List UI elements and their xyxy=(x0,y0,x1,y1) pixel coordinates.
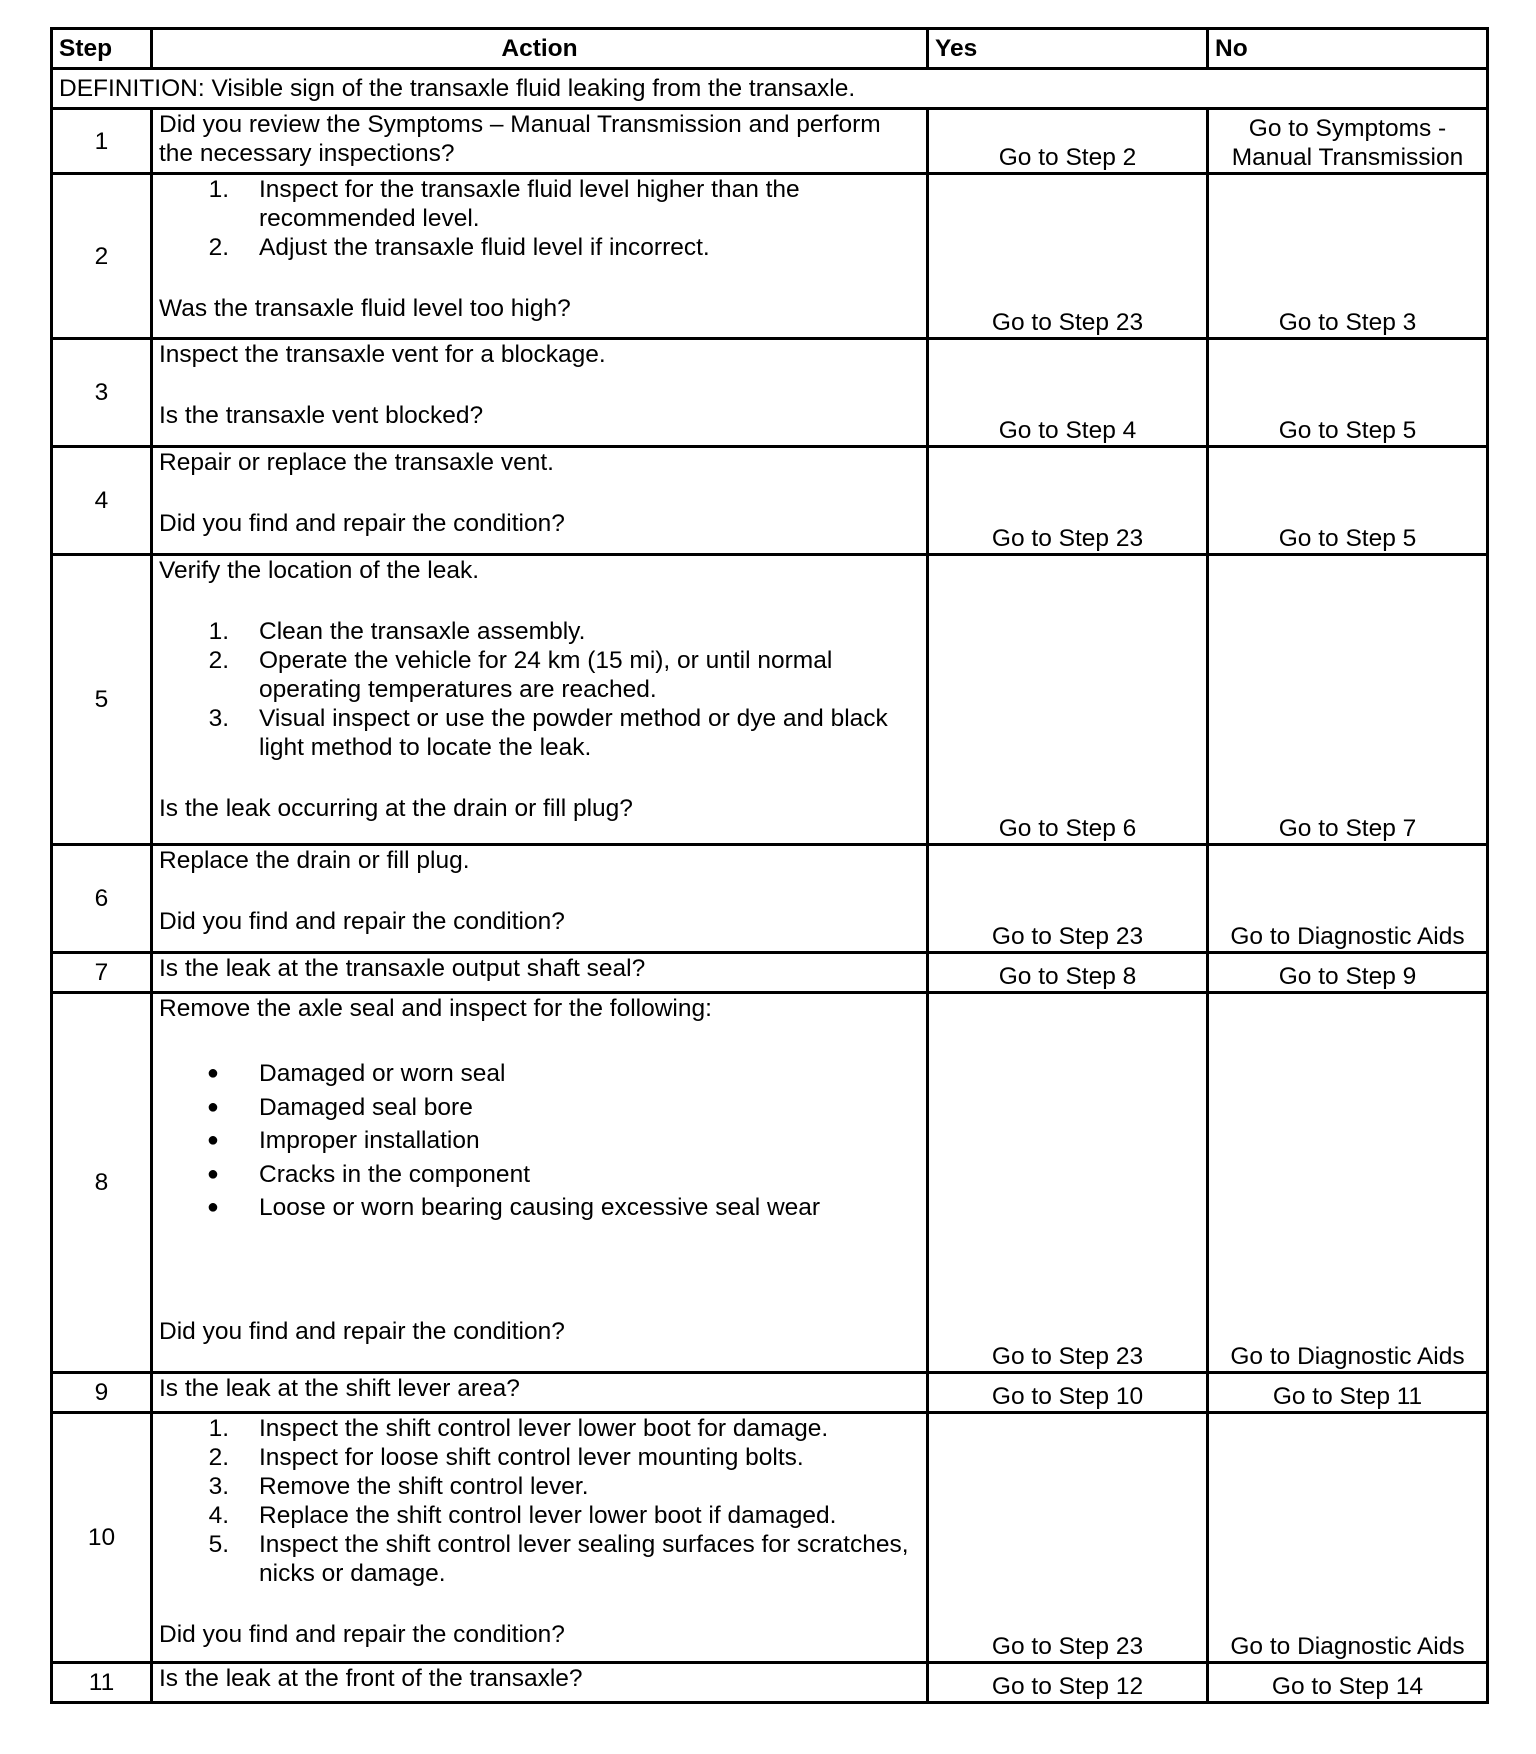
action-text: Remove the axle seal and inspect for the following: xyxy=(159,995,712,1022)
list-item: ● Improper installation xyxy=(206,1127,480,1154)
action-cell xyxy=(152,339,928,447)
no-link[interactable]: Go to Diagnostic Aids xyxy=(1208,993,1488,1373)
table-row xyxy=(52,953,1488,993)
yes-link[interactable]: Go to Step 23 xyxy=(928,447,1208,555)
list-item: 5. Inspect the shift control lever sealing surfaces for scratches, nicks or damage. xyxy=(208,1531,909,1587)
question: Is the leak at the shift lever area? xyxy=(159,1375,520,1402)
list-item: ● Cracks in the component xyxy=(206,1160,530,1188)
header-action: Action xyxy=(152,29,928,69)
action-cell xyxy=(152,174,928,339)
action-cell xyxy=(152,1373,928,1413)
header-row xyxy=(52,29,1488,69)
step-number: 9 xyxy=(52,1373,152,1413)
list-item: 2. Adjust the transaxle fluid level if incorrect. xyxy=(208,234,710,261)
list-item: 1. Inspect for the transaxle fluid level higher than the recommended level. xyxy=(208,176,800,232)
action-cell xyxy=(152,953,928,993)
yes-link[interactable]: Go to Step 4 xyxy=(928,339,1208,447)
question: Did you find and repair the condition? xyxy=(159,1317,565,1345)
step-number: 8 xyxy=(52,993,152,1373)
definition-row xyxy=(52,69,1488,109)
no-link[interactable]: Go to Diagnostic Aids xyxy=(1208,845,1488,953)
yes-link[interactable]: Go to Step 23 xyxy=(928,845,1208,953)
no-link[interactable]: Go to Step 3 xyxy=(1208,174,1488,339)
list-item: 4. Replace the shift control lever lower boot if damaged. xyxy=(208,1502,837,1529)
numbered-list xyxy=(159,617,920,762)
action-text: Repair or replace the transaxle vent. xyxy=(159,449,554,476)
yes-link[interactable]: Go to Step 23 xyxy=(928,1413,1208,1663)
step-number: 1 xyxy=(52,109,152,174)
step-number: 6 xyxy=(52,845,152,953)
table-row xyxy=(52,447,1488,555)
step-number: 10 xyxy=(52,1413,152,1663)
no-link[interactable]: Go to Step 11 xyxy=(1208,1373,1488,1413)
table-row xyxy=(52,339,1488,447)
yes-link[interactable]: Go to Step 8 xyxy=(928,953,1208,993)
yes-link[interactable]: Go to Step 23 xyxy=(928,993,1208,1373)
question: Did you find and repair the condition? xyxy=(159,908,565,935)
step-number: 4 xyxy=(52,447,152,555)
no-link[interactable]: Go to Step 5 xyxy=(1208,339,1488,447)
question: Did you review the Symptoms – Manual Transmission and perform the necessary inspections? xyxy=(159,111,881,167)
action-cell xyxy=(152,555,928,845)
question: Did you find and repair the condition? xyxy=(159,510,565,537)
action-text: Verify the location of the leak. xyxy=(159,557,480,584)
bullet-list xyxy=(159,1059,920,1222)
step-number: 3 xyxy=(52,339,152,447)
list-item: 1. Clean the transaxle assembly. xyxy=(208,618,586,645)
definition-text: DEFINITION: Visible sign of the transaxle fluid leaking from the transaxle. xyxy=(52,69,1488,109)
table-row xyxy=(52,1663,1488,1703)
no-link[interactable]: Go to Diagnostic Aids xyxy=(1208,1413,1488,1663)
table-row xyxy=(52,1413,1488,1663)
yes-link[interactable]: Go to Step 6 xyxy=(928,555,1208,845)
yes-link[interactable]: Go to Step 23 xyxy=(928,174,1208,339)
list-item: 2. Inspect for loose shift control lever mounting bolts. xyxy=(208,1444,804,1471)
question: Is the leak occurring at the drain or fill plug? xyxy=(159,795,633,822)
header-yes: Yes xyxy=(928,29,1208,69)
no-link[interactable]: Go to Step 5 xyxy=(1208,447,1488,555)
list-item: ● Damaged seal bore xyxy=(206,1093,473,1121)
action-cell xyxy=(152,1663,928,1703)
yes-link[interactable]: Go to Step 10 xyxy=(928,1373,1208,1413)
step-number: 11 xyxy=(52,1663,152,1703)
table-row xyxy=(52,1373,1488,1413)
list-item: 3. Remove the shift control lever. xyxy=(208,1473,589,1500)
list-item: 3. Visual inspect or use the powder method or dye and black light method to locate the leak. xyxy=(208,705,888,761)
table-row xyxy=(52,174,1488,339)
table-row xyxy=(52,845,1488,953)
step-number: 7 xyxy=(52,953,152,993)
question: Did you find and repair the condition? xyxy=(159,1621,565,1648)
yes-link[interactable]: Go to Step 2 xyxy=(928,109,1208,174)
diagnostic-table xyxy=(50,27,1489,1704)
numbered-list xyxy=(159,175,920,262)
table-row xyxy=(52,109,1488,174)
numbered-list xyxy=(159,1414,920,1588)
no-link[interactable]: Go to Step 7 xyxy=(1208,555,1488,845)
action-cell xyxy=(152,109,928,174)
no-link[interactable]: Go to Step 9 xyxy=(1208,953,1488,993)
action-cell xyxy=(152,845,928,953)
action-cell xyxy=(152,1413,928,1663)
step-number: 5 xyxy=(52,555,152,845)
no-link[interactable]: Go to Step 14 xyxy=(1208,1663,1488,1703)
question: Is the leak at the front of the transaxle? xyxy=(159,1665,583,1692)
question: Is the transaxle vent blocked? xyxy=(159,402,484,429)
no-link[interactable]: Go to Symptoms - Manual Transmission xyxy=(1208,109,1488,174)
question: Was the transaxle fluid level too high? xyxy=(159,295,571,322)
action-text: Replace the drain or fill plug. xyxy=(159,847,470,874)
question: Is the leak at the transaxle output shaft seal? xyxy=(159,955,646,982)
list-item: ● Damaged or worn seal xyxy=(206,1060,506,1087)
table-row xyxy=(52,993,1488,1373)
action-cell xyxy=(152,447,928,555)
header-no: No xyxy=(1208,29,1488,69)
list-item: 2. Operate the vehicle for 24 km (15 mi), or until normal operating temperatures are reached. xyxy=(208,647,833,703)
list-item: ● Loose or worn bearing causing excessive seal wear xyxy=(206,1194,821,1221)
list-item: 1. Inspect the shift control lever lower boot for damage. xyxy=(208,1415,829,1442)
header-step: Step xyxy=(52,29,152,69)
table-row xyxy=(52,555,1488,845)
step-number: 2 xyxy=(52,174,152,339)
action-cell xyxy=(152,993,928,1373)
yes-link[interactable]: Go to Step 12 xyxy=(928,1663,1208,1703)
action-text: Inspect the transaxle vent for a blockage. xyxy=(159,341,606,368)
